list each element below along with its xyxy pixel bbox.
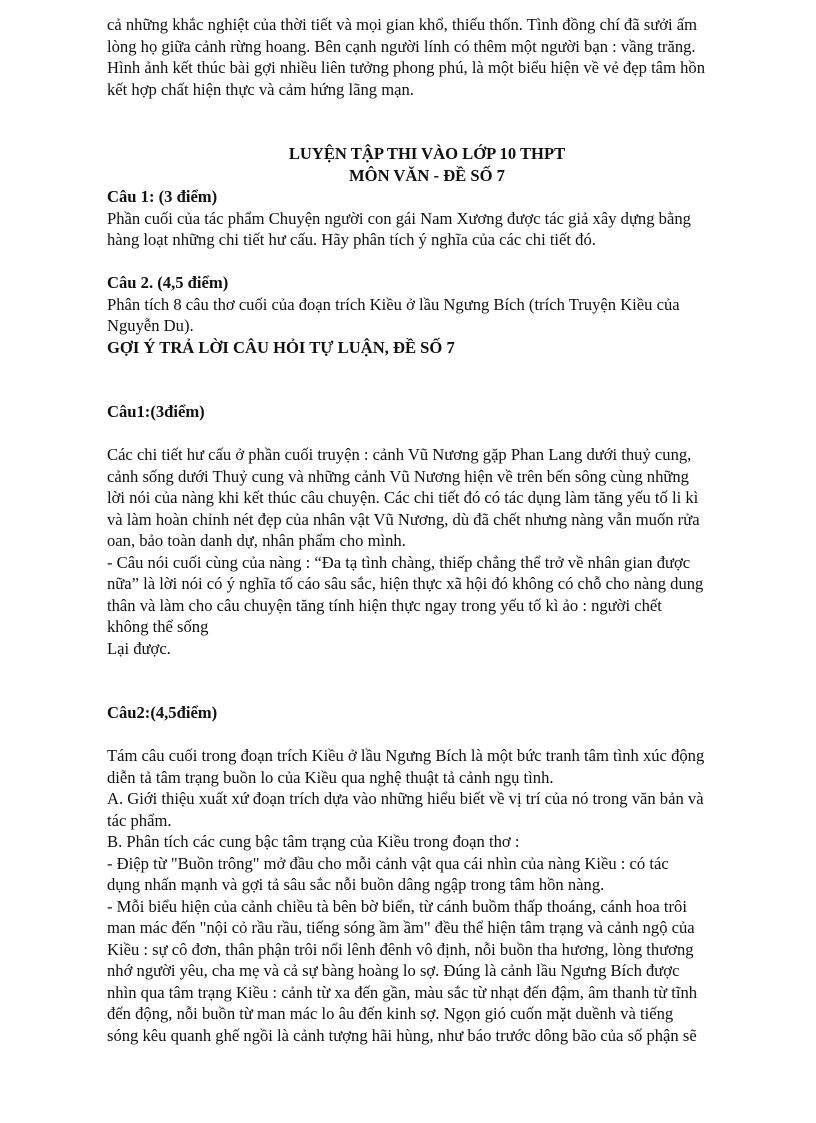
answer-1-line: cảnh sống dưới Thuỷ cung và những cảnh Vũ Nương hiện về trên bến sông cùng những bbox=[107, 466, 689, 486]
answer-1-line: lời nói của nàng khi kết thúc câu chuyện. Các chi tiết đó có tác dụng làm tăng yếu tố li kì bbox=[107, 488, 699, 507]
spacer bbox=[107, 423, 747, 445]
spacer bbox=[107, 122, 747, 144]
exam-subtitle: MÔN VĂN - ĐỀ SỐ 7 bbox=[349, 165, 505, 185]
answer-2-line: B. Phân tích các cung bậc tâm trạng của Kiều trong đoạn thơ : bbox=[107, 832, 520, 851]
answer-2-line: man mác đến "nội cỏ rầu rầu, tiếng sóng ầm ầm" đều thể hiện tâm trạng và cảnh ngộ của bbox=[107, 918, 695, 937]
question-2-line: Phân tích 8 câu thơ cuối của đoạn trích Kiều ở lầu Ngưng Bích (trích Truyện Kiều của bbox=[107, 294, 680, 314]
question-1-heading: Câu 1: (3 điểm) bbox=[107, 187, 218, 206]
exam-title-block bbox=[107, 143, 747, 186]
intro-paragraph bbox=[107, 14, 747, 100]
answer-1-line: Lại được. bbox=[107, 638, 171, 658]
spacer bbox=[107, 380, 747, 402]
answer-section-heading: GỢI Ý TRẢ LỜI CÂU HỎI TỰ LUẬN, ĐỀ SỐ 7 bbox=[107, 337, 455, 357]
question-1-line: hàng loạt những chi tiết hư cấu. Hãy phân tích ý nghĩa của các chi tiết đó. bbox=[107, 230, 596, 249]
answer-1-line: nữa” là lời nói có ý nghĩa tố cáo sâu sắc, hiện thực xã hội đó không có chỗ cho nàng dung bbox=[107, 574, 704, 593]
answer-2-line: dụng nhấn mạnh và gợi tả sâu sắc nỗi buồn dâng ngập trong tâm hồn nàng. bbox=[107, 875, 605, 894]
intro-line: Hình ảnh kết thúc bài gợi nhiều liên tưởng phong phú, là một biểu hiện về vẻ đẹp tâm hồn bbox=[107, 58, 705, 77]
intro-line: kết hợp chất hiện thực và cảm hứng lãng mạn. bbox=[107, 79, 414, 99]
answer-1-line: Các chi tiết hư cấu ở phần cuối truyện : cảnh Vũ Nương gặp Phan Lang dưới thuỷ cung, bbox=[107, 445, 692, 464]
answer-2-line: sóng kêu quanh ghế ngồi là cảnh tượng hãi hùng, như báo trước dông bão của số phận sẽ bbox=[107, 1025, 697, 1045]
answer-2-line: diễn tả tâm trạng buồn lo của Kiều qua nghệ thuật tả cảnh ngụ tình. bbox=[107, 767, 554, 787]
intro-line: cả những khắc nghiệt của thời tiết và mọi gian khổ, thiếu thốn. Tình đồng chí đã sưởi ấm bbox=[107, 15, 698, 34]
answer-2-line: nhớ người yêu, cha mẹ và cả sự bàng hoàng lo sợ. Đúng là cảnh lầu Ngưng Bích được bbox=[107, 961, 680, 980]
exam-title: LUYỆN TẬP THI VÀO LỚP 10 THPT bbox=[288, 144, 566, 163]
spacer bbox=[107, 681, 747, 703]
spacer bbox=[107, 659, 747, 681]
answer-1-line: thân và làm cho câu chuyện tăng tính hiện thực ngay trong yếu tố kì ảo : người chết bbox=[107, 595, 662, 615]
question-1 bbox=[107, 186, 747, 251]
spacer bbox=[107, 724, 747, 746]
answer-1-line: và làm hoàn chỉnh nét đẹp của nhân vật Vũ Nương, dù đã chết nhưng nàng vẫn muốn rửa bbox=[107, 509, 700, 529]
answer-2-line: - Mỗi biểu hiện của cảnh chiều tà bên bờ biển, từ cánh buồm thấp thoáng, cánh hoa trôi bbox=[107, 896, 687, 916]
question-2-heading: Câu 2. (4,5 điểm) bbox=[107, 273, 229, 292]
spacer bbox=[107, 251, 747, 273]
answer-2-line: Kiều : sự cô đơn, thân phận trôi nổi lênh đênh vô định, nỗi buồn tha hương, lòng thương bbox=[107, 939, 694, 959]
answer-1-line: - Câu nói cuối cùng của nàng : “Đa tạ tình chàng, thiếp chẳng thể trở về nhân gian được bbox=[107, 552, 691, 572]
document-page bbox=[107, 14, 747, 1046]
answer-2-heading: Câu2:(4,5điểm) bbox=[107, 703, 218, 722]
answer-2-line: A. Giới thiệu xuất xứ đoạn trích dựa vào những hiểu biết về vị trí của nó trong văn bản và bbox=[107, 789, 704, 808]
answer-1-line: không thể sống bbox=[107, 617, 209, 636]
answer-2 bbox=[107, 702, 747, 1046]
spacer bbox=[107, 100, 747, 122]
answer-1-heading: Câu1:(3điểm) bbox=[107, 402, 205, 421]
answer-2-line: đến động, nỗi buồn từ man mác lo âu đến kinh sợ. Ngọn gió cuốn mặt duềnh và tiếng bbox=[107, 1004, 674, 1023]
answer-2-line: Tám câu cuối trong đoạn trích Kiều ở lầu Ngưng Bích là một bức tranh tâm tình xúc động bbox=[107, 746, 705, 765]
question-2 bbox=[107, 272, 747, 337]
answer-2-line: tác phẩm. bbox=[107, 810, 172, 830]
spacer bbox=[107, 358, 747, 380]
intro-line: lòng họ giữa cảnh rừng hoang. Bên cạnh người lính có thêm một người bạn : vầng trăng. bbox=[107, 36, 696, 56]
answer-1 bbox=[107, 401, 747, 659]
answer-2-line: - Điệp từ "Buồn trông" mở đầu cho mỗi cảnh vật qua cái nhìn của nàng Kiều : có tác bbox=[107, 853, 669, 873]
question-1-line: Phần cuối của tác phẩm Chuyện người con gái Nam Xương được tác giả xây dựng bằng bbox=[107, 208, 691, 228]
answer-1-line: oan, bảo toàn danh dự, nhân phẩm cho mình. bbox=[107, 531, 406, 550]
question-2-line: Nguyễn Du). bbox=[107, 316, 194, 335]
answer-2-line: nhìn qua tâm trạng Kiều : cảnh từ xa đến gần, màu sắc từ nhạt đến đậm, âm thanh từ tĩnh bbox=[107, 982, 698, 1002]
